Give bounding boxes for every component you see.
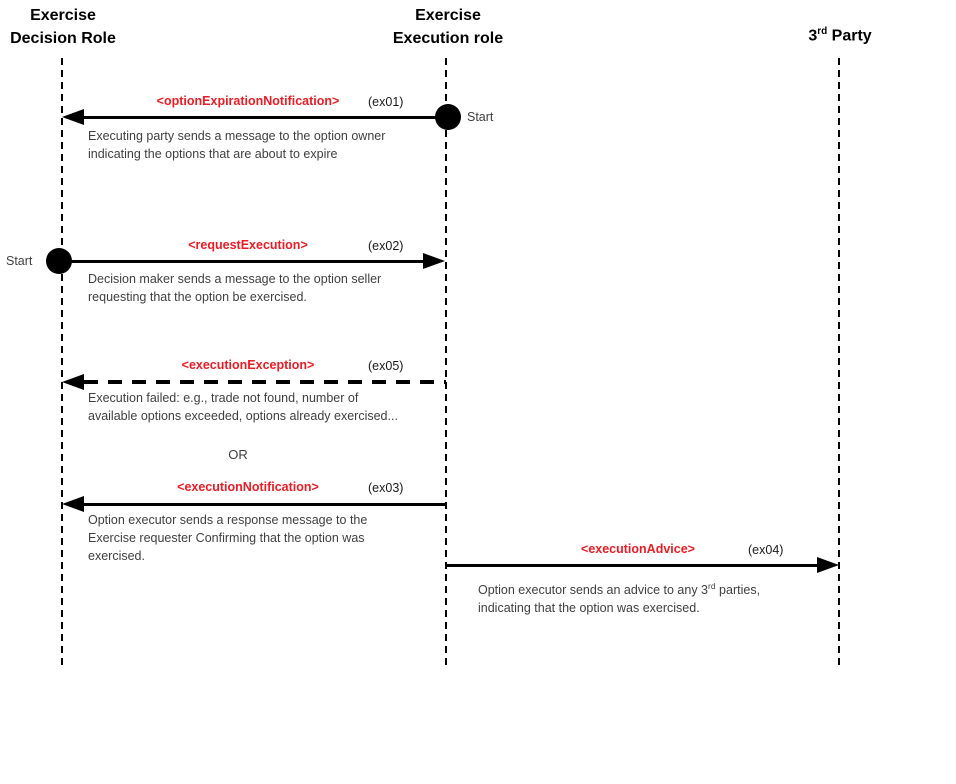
message-code: (ex01) <box>368 95 404 109</box>
message-label: <executionAdvice> <box>581 542 695 556</box>
description-line: available options exceeded, options already exercised... <box>88 409 398 423</box>
start-marker-label: Start <box>467 110 494 124</box>
actor-header-line: Execution role <box>392 30 504 47</box>
message-code: (ex05) <box>368 359 404 373</box>
description-line: Decision maker sends a message to the option seller <box>88 272 382 286</box>
description-line: indicating the options that are about to expire <box>88 147 338 161</box>
message-label: <executionException> <box>181 358 315 372</box>
lifeline-execution-role <box>445 58 447 665</box>
actor-header-text: Party <box>827 27 872 45</box>
message-label: <requestExecution> <box>188 238 308 252</box>
message-arrow-line <box>62 260 423 263</box>
description-line: indicating that the option was exercised. <box>478 601 700 616</box>
message-code: (ex03) <box>368 481 404 495</box>
arrowhead-left-icon <box>62 496 84 512</box>
description-line: Execution failed: e.g., trade not found, number of <box>88 391 359 405</box>
actor-header-superscript: rd <box>817 26 828 37</box>
message-arrow-line <box>446 564 817 567</box>
message-description <box>88 270 381 306</box>
message-description <box>88 389 398 425</box>
message-label: <optionExpirationNotification> <box>156 94 340 108</box>
message-description <box>88 511 367 565</box>
description-line <box>478 577 760 599</box>
actor-header-line: Exercise <box>415 7 481 24</box>
arrowhead-left-icon <box>62 374 84 390</box>
description-text: parties, <box>715 583 761 598</box>
arrowhead-right-icon <box>423 253 445 269</box>
description-line: exercised. <box>88 549 145 563</box>
message-description <box>478 577 760 617</box>
description-superscript: rd <box>708 581 716 591</box>
message-arrow-line <box>84 503 446 506</box>
lifeline-decision-role <box>61 58 63 665</box>
actor-header-line: Exercise <box>30 7 96 24</box>
description-line: requesting that the option be exercised. <box>88 290 307 304</box>
arrowhead-right-icon <box>817 557 839 573</box>
lifeline-third-party <box>838 58 840 665</box>
message-code: (ex04) <box>748 543 784 557</box>
message-description <box>88 127 385 163</box>
message-label: <executionNotification> <box>177 480 319 494</box>
message-arrow-line <box>84 116 448 119</box>
description-line: Exercise requester Confirming that the option was <box>88 531 365 545</box>
description-line: Executing party sends a message to the option owner <box>88 129 386 143</box>
or-separator-label: OR <box>228 447 248 462</box>
actor-header-text: 3 <box>808 27 818 45</box>
actor-header-exercise-execution-role <box>348 4 548 50</box>
actor-header-third-party <box>758 20 922 47</box>
arrowhead-left-icon <box>62 109 84 125</box>
description-line: Option executor sends a response message to the <box>88 513 368 527</box>
message-code: (ex02) <box>368 239 404 253</box>
description-text: Option executor sends an advice to any 3 <box>478 583 709 598</box>
actor-header-line: Decision Role <box>10 30 116 47</box>
message-arrow-dashed-line <box>84 380 446 384</box>
actor-header-exercise-decision-role <box>0 4 126 50</box>
start-marker-label: Start <box>6 254 33 268</box>
start-marker-circle <box>435 104 461 130</box>
